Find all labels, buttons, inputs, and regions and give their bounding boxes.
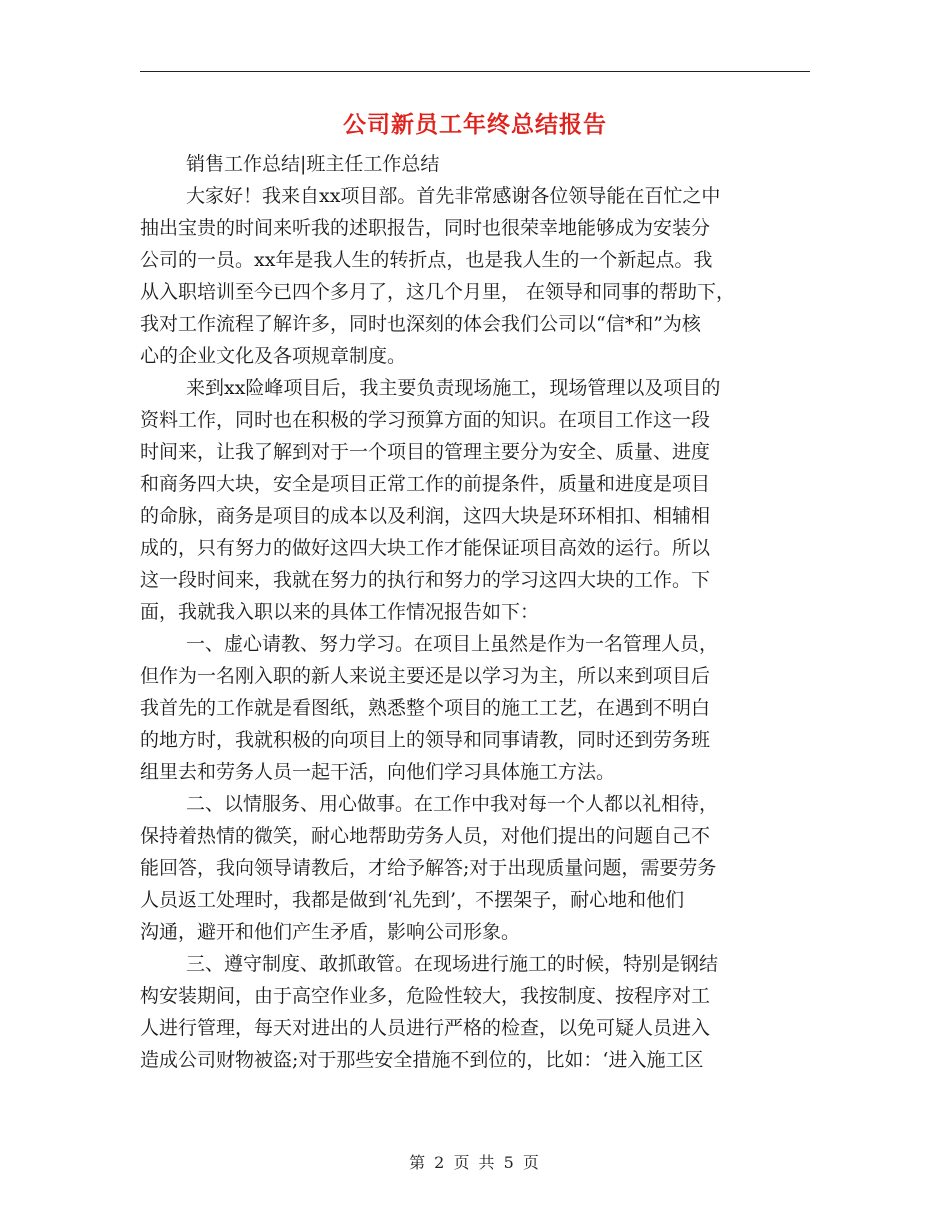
body-line: 一、虚心请教、努力学习。在项目上虽然是作为一名管理人员， [186,633,719,655]
body-line: 资料工作，同时也在积极的学习预算方面的知识。在项目工作这一段 [140,409,711,431]
body-line: 人员返工处理时，我都是做到‘礼先到’，不摆架子，耐心地和他们 [140,889,685,911]
body-line: 的地方时，我就积极的向项目上的领导和同事请教，同时还到劳务班 [140,729,711,751]
body-line: 人进行管理，每天对进出的人员进行严格的检查，以免可疑人员进入 [140,1017,711,1039]
body-line: 心的企业文化及各项规章制度。 [140,345,407,367]
page-number: 第 2 页 共 5 页 [409,1153,541,1172]
body-line: 大家好！我来自xx项目部。首先非常感谢各位领导能在百忙之中 [186,185,721,207]
body-line: 和商务四大块，安全是项目正常工作的前提条件，质量和进度是项目 [140,473,711,495]
body-line: 我对工作流程了解许多，同时也深刻的体会我们公司以“信*和”为核 [140,313,701,335]
body-line: 组里去和劳务人员一起干活，向他们学习具体施工方法。 [140,761,616,783]
body-line: 构安装期间，由于高空作业多，危险性较大，我按制度、按程序对工 [140,985,711,1007]
body-line: 二、以情服务、用心做事。在工作中我对每一个人都以礼相待， [186,793,719,815]
body-line: 沟通，避开和他们产生矛盾，影响公司形象。 [140,921,521,943]
body-line: 保持着热情的微笑，耐心地帮助劳务人员，对他们提出的问题自己不 [140,825,711,847]
body-line: 公司的一员。xx年是我人生的转折点，也是我人生的一个新起点。我 [140,249,713,271]
body-line: 的命脉，商务是项目的成本以及利润，这四大块是环环相扣、相辅相 [140,505,711,527]
document-title: 公司新员工年终总结报告 [343,111,607,138]
body-line: 时间来，让我了解到对于一个项目的管理主要分为安全、质量、进度 [140,441,711,463]
body-line: 成的，只有努力的做好这四大块工作才能保证项目高效的运行。所以 [140,537,711,559]
body-line: 造成公司财物被盗;对于那些安全措施不到位的，比如：‘进入施工区 [140,1049,704,1071]
body-line: 这一段时间来，我就在努力的执行和努力的学习这四大块的工作。下 [140,569,711,591]
document-body [140,148,820,1076]
body-line: 销售工作总结|班主任工作总结 [186,153,440,175]
body-line: 三、遵守制度、敢抓敢管。在现场进行施工的时候，特别是钢结 [186,953,719,975]
body-line: 面，我就我入职以来的具体工作情况报告如下： [140,601,540,623]
body-line: 抽出宝贵的时间来听我的述职报告，同时也很荣幸地能够成为安装分 [140,217,711,239]
body-line: 能回答，我向领导请教后，才给予解答;对于出现质量问题，需要劳务 [140,857,717,879]
body-line: 但作为一名刚入职的新人来说主要还是以学习为主，所以来到项目后 [140,665,711,687]
body-line: 我首先的工作就是看图纸，熟悉整个项目的施工工艺，在遇到不明白 [140,697,711,719]
header-rule [140,71,810,72]
body-line: 来到xx险峰项目后，我主要负责现场施工，现场管理以及项目的 [186,377,721,399]
body-line: 从入职培训至今已四个多月了，这几个月里， 在领导和同事的帮助下， [140,281,736,303]
